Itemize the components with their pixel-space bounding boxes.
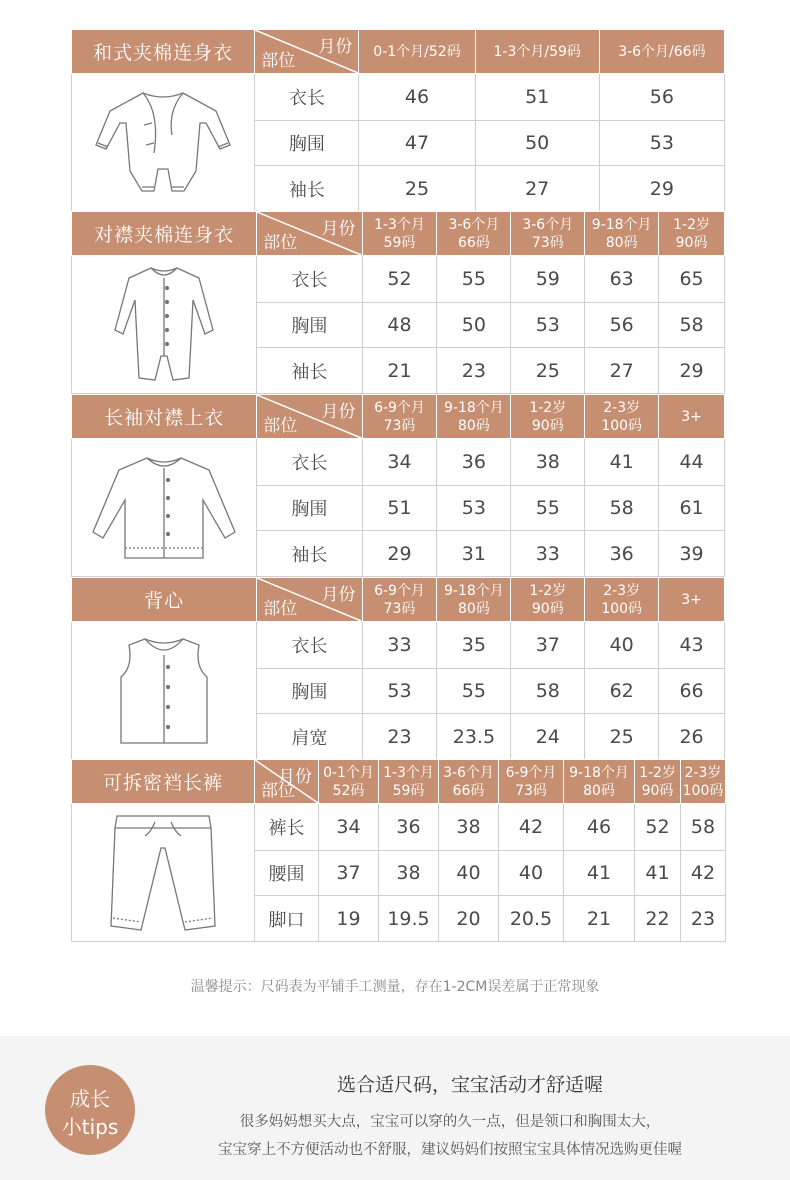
size-header (585, 212, 659, 256)
size-header (359, 30, 475, 74)
size-header-line: 6-9个月 (374, 582, 425, 599)
size-header-line: 80码 (457, 600, 490, 617)
measure-value: 58 (585, 486, 659, 531)
measure-value: 33 (362, 622, 437, 669)
size-header-line: 73码 (383, 417, 416, 434)
badge-line1: 成长 (70, 1087, 110, 1111)
measure-value: 20.5 (499, 896, 564, 942)
size-header-line: 3-6个月 (443, 764, 494, 781)
measure-value: 50 (475, 121, 599, 166)
size-header-line: 52码 (332, 782, 365, 799)
measure-label: 袖长 (257, 531, 362, 577)
measure-label: 胸围 (257, 669, 362, 714)
measure-label: 衣长 (257, 439, 362, 486)
measure-value: 53 (599, 121, 724, 166)
measure-value: 25 (359, 166, 475, 212)
size-header (319, 760, 379, 804)
month-label: 月份 (278, 767, 312, 787)
measure-value: 29 (599, 166, 724, 212)
part-label: 部位 (263, 233, 298, 253)
size-header-line: 59码 (392, 782, 425, 799)
measure-value: 39 (659, 531, 725, 577)
measure-value: 37 (511, 622, 585, 669)
size-header (585, 578, 659, 622)
measure-label: 腰围 (255, 851, 319, 896)
measure-value: 58 (681, 804, 726, 851)
size-header (362, 395, 437, 439)
measure-value: 37 (319, 851, 379, 896)
measure-value: 25 (585, 714, 659, 760)
size-header-line: 1-2岁 (639, 764, 676, 781)
size-header-line: 73码 (383, 600, 416, 617)
size-header (362, 578, 437, 622)
measure-value: 23.5 (437, 714, 511, 760)
measure-value: 55 (511, 486, 585, 531)
measure-value: 52 (635, 804, 681, 851)
measure-value: 36 (585, 531, 659, 577)
measure-value: 24 (511, 714, 585, 760)
product-name: 背心 (72, 578, 257, 622)
measure-label: 袖长 (257, 348, 362, 394)
size-header (659, 578, 725, 622)
size-header-line: 100码 (682, 782, 724, 799)
size-header-line: 1-3个月 (374, 216, 425, 233)
size-header-line: 2-3岁 (603, 582, 641, 599)
measure-value: 53 (437, 486, 511, 531)
measure-label: 脚口 (255, 896, 319, 942)
tips-line-1: 很多妈妈想买大点，宝宝可以穿的久一点，但是领口和胸围太大， (239, 1114, 661, 1130)
size-header-line: 3-6个月/66码 (618, 43, 706, 60)
measure-label: 衣长 (255, 74, 359, 121)
measure-value: 59 (511, 256, 585, 303)
part-label: 部位 (263, 599, 298, 619)
measure-value: 55 (437, 256, 511, 303)
size-header (511, 212, 585, 256)
size-header (379, 760, 439, 804)
product-name: 对襟夹棉连身衣 (72, 212, 257, 256)
measure-value: 21 (362, 348, 437, 394)
header-corner (255, 760, 319, 804)
measure-label: 肩宽 (257, 714, 362, 760)
size-header-line: 90码 (641, 782, 674, 799)
month-label: 月份 (318, 37, 353, 57)
size-header-line: 80码 (583, 782, 615, 799)
measure-value: 63 (585, 256, 659, 303)
measure-value: 20 (439, 896, 499, 942)
size-header (599, 30, 724, 74)
measure-value: 41 (635, 851, 681, 896)
measure-value: 27 (475, 166, 599, 212)
size-header-line: 3+ (681, 591, 702, 608)
measure-label: 袖长 (255, 166, 359, 212)
month-label: 月份 (321, 402, 356, 422)
size-table-3 (71, 394, 725, 577)
measure-value: 21 (564, 896, 635, 942)
measure-value: 55 (437, 669, 511, 714)
measure-value: 26 (659, 714, 725, 760)
size-header-line: 3+ (681, 408, 702, 425)
measure-value: 40 (585, 622, 659, 669)
measure-value: 25 (511, 348, 585, 394)
measure-value: 23 (362, 714, 437, 760)
kimono-romper-icon (72, 74, 255, 212)
size-header (511, 395, 585, 439)
measure-value: 56 (599, 74, 724, 121)
measure-value: 36 (379, 804, 439, 851)
measure-value: 50 (437, 303, 511, 348)
header-corner (255, 30, 359, 74)
size-header (499, 760, 564, 804)
measure-value: 44 (659, 439, 725, 486)
tips-line-2: 宝宝穿上不方便活动也不舒服，建议妈妈们按照宝宝具体情况选购更佳喔 (218, 1142, 682, 1158)
size-header (511, 578, 585, 622)
size-header-line: 90码 (531, 600, 564, 617)
measure-label: 衣长 (257, 256, 362, 303)
size-header (437, 578, 511, 622)
vest-icon (72, 622, 257, 760)
size-header (585, 395, 659, 439)
measure-value: 62 (585, 669, 659, 714)
measure-value: 58 (659, 303, 725, 348)
size-header-line: 80码 (605, 234, 638, 251)
size-header-line: 3-6个月 (448, 216, 500, 233)
measure-label: 衣长 (257, 622, 362, 669)
size-header-line: 80码 (457, 417, 490, 434)
size-header (437, 212, 511, 256)
size-header (437, 395, 511, 439)
size-header-line: 2-3岁 (603, 399, 641, 416)
measure-value: 27 (585, 348, 659, 394)
measure-value: 46 (359, 74, 475, 121)
measure-value: 41 (564, 851, 635, 896)
size-header-line: 1-2岁 (529, 399, 567, 416)
size-header (439, 760, 499, 804)
measure-value: 33 (511, 531, 585, 577)
measure-value: 19 (319, 896, 379, 942)
measure-value: 40 (439, 851, 499, 896)
measure-value: 53 (362, 669, 437, 714)
size-header (362, 212, 437, 256)
measurement-note: 温馨提示：尺码表为平铺手工测量，存在1-2CM误差属于正常现象 (190, 979, 600, 995)
measure-value: 51 (362, 486, 437, 531)
size-header-line: 1-3个月 (383, 764, 434, 781)
measure-value: 38 (379, 851, 439, 896)
size-header-line: 1-3个月/59码 (493, 43, 581, 60)
size-header-line: 73码 (531, 234, 564, 251)
measure-value: 19.5 (379, 896, 439, 942)
measure-value: 35 (437, 622, 511, 669)
measure-value: 23 (681, 896, 726, 942)
size-header (635, 760, 681, 804)
size-header-line: 6-9个月 (374, 399, 425, 416)
size-header-line: 0-1个月/52码 (373, 43, 461, 60)
part-label: 部位 (261, 781, 295, 801)
size-header-line: 9-18个月 (569, 764, 629, 781)
size-table-5 (71, 759, 726, 942)
size-header-line: 59码 (383, 234, 416, 251)
measure-value: 29 (362, 531, 437, 577)
header-corner (257, 212, 362, 256)
measure-value: 52 (362, 256, 437, 303)
measure-value: 34 (319, 804, 379, 851)
measure-value: 34 (362, 439, 437, 486)
measure-value: 31 (437, 531, 511, 577)
size-header-line: 66码 (457, 234, 490, 251)
measure-value: 38 (511, 439, 585, 486)
measure-value: 40 (499, 851, 564, 896)
size-header-line: 100码 (601, 417, 643, 434)
size-table-4 (71, 577, 725, 760)
size-header-line: 3-6个月 (522, 216, 574, 233)
tips-badge (45, 1065, 135, 1155)
size-header-line: 9-18个月 (591, 216, 652, 233)
size-header-line: 9-18个月 (444, 399, 504, 416)
measure-value: 41 (585, 439, 659, 486)
measure-value: 66 (659, 669, 725, 714)
measure-label: 裤长 (255, 804, 319, 851)
size-header-line: 73码 (515, 782, 547, 799)
measure-label: 胸围 (257, 303, 362, 348)
size-header-line: 100码 (601, 600, 643, 617)
part-label: 部位 (263, 416, 298, 436)
header-corner (257, 578, 362, 622)
size-header-line: 90码 (675, 234, 708, 251)
size-header (659, 395, 725, 439)
button-romper-icon (72, 256, 257, 394)
measure-label: 胸围 (255, 121, 359, 166)
size-header-line: 9-18个月 (444, 582, 504, 599)
tips-title: 选合适尺码，宝宝活动才舒适喔 (336, 1074, 603, 1096)
part-label: 部位 (261, 51, 296, 71)
badge-line2: 小tips (61, 1115, 119, 1139)
size-header (564, 760, 635, 804)
size-header-line: 2-3岁 (684, 764, 722, 781)
product-name: 长袖对襟上衣 (72, 395, 257, 439)
month-label: 月份 (321, 585, 356, 605)
product-name: 可拆密裆长裤 (72, 760, 255, 804)
size-header-line: 1-2岁 (529, 582, 567, 599)
measure-value: 23 (437, 348, 511, 394)
measure-value: 42 (681, 851, 726, 896)
measure-value: 22 (635, 896, 681, 942)
month-label: 月份 (321, 219, 356, 239)
size-header-line: 6-9个月 (505, 764, 557, 781)
product-name: 和式夹棉连身衣 (72, 30, 255, 74)
size-table-2 (71, 211, 725, 394)
size-header-line: 90码 (531, 417, 564, 434)
measure-value: 56 (585, 303, 659, 348)
size-header (475, 30, 599, 74)
size-header-line: 1-2岁 (673, 216, 710, 233)
header-corner (257, 395, 362, 439)
measure-value: 65 (659, 256, 725, 303)
size-table-1 (71, 29, 725, 212)
measure-value: 36 (437, 439, 511, 486)
measure-value: 43 (659, 622, 725, 669)
cardigan-top-icon (72, 439, 257, 577)
measure-value: 47 (359, 121, 475, 166)
size-header (659, 212, 725, 256)
measure-value: 46 (564, 804, 635, 851)
size-header (681, 760, 726, 804)
measure-value: 53 (511, 303, 585, 348)
measure-value: 51 (475, 74, 599, 121)
pants-icon (72, 804, 255, 942)
size-header-line: 66码 (452, 782, 485, 799)
measure-value: 48 (362, 303, 437, 348)
measure-label: 胸围 (257, 486, 362, 531)
measure-value: 29 (659, 348, 725, 394)
measure-value: 42 (499, 804, 564, 851)
measure-value: 58 (511, 669, 585, 714)
size-header-line: 0-1个月 (323, 764, 374, 781)
measure-value: 61 (659, 486, 725, 531)
measure-value: 38 (439, 804, 499, 851)
